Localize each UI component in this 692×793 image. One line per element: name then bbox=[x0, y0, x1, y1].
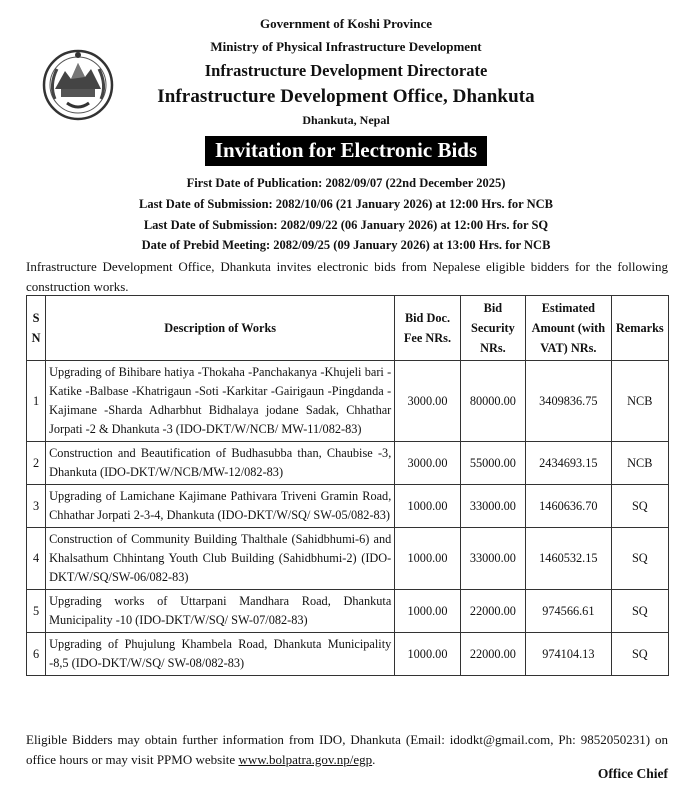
row-description: Construction of Community Building Thalthale (Sahidbhumi-6) and Khalsathum Chhintang Youth Club Building (Sahidbhumi-2) (IDO-DKT/W/SQ/SW-06/082-83) bbox=[46, 528, 395, 590]
directorate-heading: Infrastructure Development Directorate bbox=[204, 61, 488, 80]
table-row bbox=[27, 590, 669, 633]
table-row bbox=[27, 485, 669, 528]
row-security: 80000.00 bbox=[460, 361, 525, 442]
row-fee: 1000.00 bbox=[395, 633, 460, 676]
table-row bbox=[27, 442, 669, 485]
row-amount: 1460532.15 bbox=[526, 528, 612, 590]
row-remarks: SQ bbox=[611, 528, 668, 590]
table-row bbox=[27, 528, 669, 590]
row-description: Construction and Beautification of Budhasubba than, Chaubise -3, Dhankuta (IDO-DKT/W/NCB/MW-12/082-83) bbox=[46, 442, 395, 485]
header-sn: S N bbox=[27, 296, 46, 361]
government-heading: Government of Koshi Province bbox=[260, 16, 432, 31]
ppmo-website-link[interactable]: www.bolpatra.gov.np/egp bbox=[238, 751, 373, 767]
row-security: 22000.00 bbox=[460, 633, 525, 676]
row-description: Upgrading works of Uttarpani Mandhara Road, Dhankuta Municipality -10 (IDO-DKT/W/SQ/ SW-07/082-83) bbox=[46, 590, 395, 633]
row-fee: 1000.00 bbox=[395, 485, 460, 528]
row-amount: 2434693.15 bbox=[526, 442, 612, 485]
publication-date: First Date of Publication: 2082/09/07 (22nd December 2025) bbox=[186, 176, 506, 190]
footer-text: Eligible Bidders may obtain further information from IDO, Dhankuta (Email: idodkt@gmail.com, Ph: 9852050231) on office hours or may visit PPMO website bbox=[26, 732, 668, 767]
row-fee: 1000.00 bbox=[395, 528, 460, 590]
row-remarks: SQ bbox=[611, 590, 668, 633]
row-sn: 1 bbox=[27, 361, 46, 442]
header-amount: Estimated Amount (with VAT) NRs. bbox=[526, 296, 612, 361]
table-header-row bbox=[27, 296, 669, 361]
footer-paragraph bbox=[26, 730, 668, 769]
row-remarks: NCB bbox=[611, 361, 668, 442]
row-description: Upgrading of Phujulung Khambela Road, Dhankuta Municipality -8,5 (IDO-DKT/W/SQ/ SW-08/082-83) bbox=[46, 633, 395, 676]
row-description: Upgrading of Lamichane Kajimane Pathivara Triveni Gramin Road, Chhathar Jorpati 2-3-4, Dhankuta (IDO-DKT/W/SQ/ SW-05/082-83) bbox=[46, 485, 395, 528]
header-remarks: Remarks bbox=[611, 296, 668, 361]
row-remarks: SQ bbox=[611, 633, 668, 676]
intro-paragraph: Infrastructure Development Office, Dhankuta invites electronic bids from Nepalese eligible bidders for the following construction works. bbox=[26, 259, 668, 294]
row-amount: 1460636.70 bbox=[526, 485, 612, 528]
row-sn: 5 bbox=[27, 590, 46, 633]
row-security: 33000.00 bbox=[460, 485, 525, 528]
row-amount: 974104.13 bbox=[526, 633, 612, 676]
row-remarks: SQ bbox=[611, 485, 668, 528]
row-amount: 974566.61 bbox=[526, 590, 612, 633]
header-security: Bid Security NRs. bbox=[460, 296, 525, 361]
row-sn: 3 bbox=[27, 485, 46, 528]
table-row bbox=[27, 633, 669, 676]
row-remarks: NCB bbox=[611, 442, 668, 485]
row-security: 55000.00 bbox=[460, 442, 525, 485]
table-row bbox=[27, 361, 669, 442]
row-sn: 2 bbox=[27, 442, 46, 485]
nepal-emblem-icon bbox=[41, 45, 115, 123]
row-sn: 6 bbox=[27, 633, 46, 676]
row-amount: 3409836.75 bbox=[526, 361, 612, 442]
submission-date-sq: Last Date of Submission: 2082/09/22 (06 January 2026) at 12:00 Hrs. for SQ bbox=[143, 218, 549, 232]
row-fee: 3000.00 bbox=[395, 442, 460, 485]
office-heading: Infrastructure Development Office, Dhankuta bbox=[157, 86, 535, 107]
signature-office-chief: Office Chief bbox=[597, 766, 668, 781]
prebid-meeting-date: Date of Prebid Meeting: 2082/09/25 (09 January 2026) at 13:00 Hrs. for NCB bbox=[141, 238, 551, 252]
ministry-heading: Ministry of Physical Infrastructure Development bbox=[210, 39, 482, 54]
row-description: Upgrading of Bihibare hatiya -Thokaha -Panchakanya -Khujeli bari -Katike -Balbase -Khatrigaun -Soti -Karkitar -Gairigaun -Pingdanda -Kajimane -Sharda Adharbhut Bidhalaya jodane Sadak, Chhathar Jorpati -2 & Dhankuta -3 (IDO-DKT/W/NCB/ MW-11/082-83) bbox=[46, 361, 395, 442]
location-heading: Dhankuta, Nepal bbox=[302, 113, 390, 127]
footer-suffix: . bbox=[372, 751, 376, 767]
row-fee: 1000.00 bbox=[395, 590, 460, 633]
row-sn: 4 bbox=[27, 528, 46, 590]
submission-date-ncb: Last Date of Submission: 2082/10/06 (21 January 2026) at 12:00 Hrs. for NCB bbox=[138, 197, 553, 211]
header-description: Description of Works bbox=[46, 296, 395, 361]
row-fee: 3000.00 bbox=[395, 361, 460, 442]
header-fee: Bid Doc. Fee NRs. bbox=[395, 296, 460, 361]
row-security: 22000.00 bbox=[460, 590, 525, 633]
row-security: 33000.00 bbox=[460, 528, 525, 590]
works-table bbox=[26, 295, 669, 676]
notice-title: Invitation for Electronic Bids bbox=[205, 136, 487, 166]
